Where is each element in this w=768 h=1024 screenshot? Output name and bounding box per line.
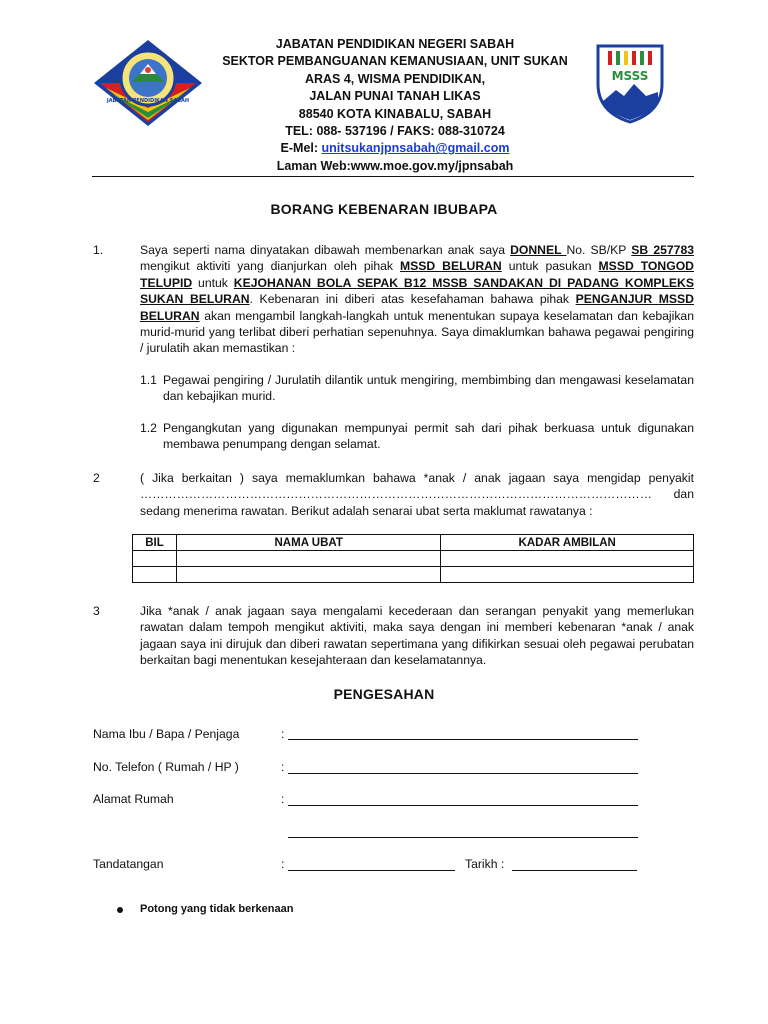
header-email-line: [200, 140, 590, 157]
date-field[interactable]: [512, 870, 637, 871]
illness-blank[interactable]: ………………………………………………………………………………………………………………: [140, 487, 652, 502]
header-line-3: ARAS 4, WISMA PENDIDIKAN,: [304, 71, 486, 86]
header-web: Laman Web:www.moe.gov.my/jpnsabah: [276, 158, 514, 173]
table-row: [133, 567, 694, 583]
header-line-4: JALAN PUNAI TANAH LIKAS: [309, 89, 481, 104]
parent-name-field[interactable]: [288, 739, 638, 740]
col-bil: BIL: [133, 535, 177, 551]
section-3-text: Jika *anak / anak jagaan saya mengalami kecederaan dan serangan penyakit yang memerlukan rawatan dalam tempoh mengikut aktiviti, maka saya dengan ini memberi kebenaran *anak / anak jagaan saya ini dirujuk dan diberi rawatan sepertimana yang difikirkan sesuai oleh pegawai perubatan berkaitan bagi menentukan kesejahteraan dan keselamatannya.: [140, 604, 694, 668]
signature-field[interactable]: [288, 870, 455, 871]
colon: :: [281, 760, 285, 774]
col-kadar-ambilan: KADAR AMBILAN: [441, 535, 694, 551]
address-label: Alamat Rumah: [93, 792, 174, 806]
host-name: PENGANJUR MSSD BELURAN: [140, 292, 694, 323]
section-1-text: Saya seperti nama dinyatakan dibawah membenarkan anak saya DONNEL No. SB/KP SB 257783 mengikut aktiviti yang dianjurkan oleh pihak MSSD BELURAN untuk pasukan MSSD TONGOD TELUPID untuk KEJOHANAN BOLA SEPAK B12 MSSB SANDAKAN DI PADANG KOMPLEKS SUKAN BELURAN. Kebenaran ini diberi atas kesefahaman bahawa pihak PENGANJUR MSSD BELURAN akan mengambil langkah-langkah untuk menentukan supaya keselamatan dan kebajikan murid-murid yang terlibat diberi perhatian sepenuhnya. Saya dimaklumkan bahawa pegawai pengiring / jurulatih akan memastikan :: [140, 243, 694, 356]
pengesahan-title: PENGESAHAN: [333, 686, 435, 702]
header-line-1: JABATAN PENDIDIKAN NEGERI SABAH: [275, 37, 515, 51]
event-name: KEJOHANAN BOLA SEPAK B12 MSSB SANDAKAN DI PADANG KOMPLEKS SUKAN BELURAN: [140, 275, 694, 307]
cell-bil[interactable]: [133, 551, 177, 567]
header-line-2: SEKTOR PEMBANGUANAN KEMANUSIAAN, UNIT SUKAN: [222, 54, 568, 69]
organizer-name: MSSD BELURAN: [399, 259, 502, 274]
cell-bil[interactable]: [133, 567, 177, 583]
colon: :: [281, 857, 285, 871]
section-1-number: 1.: [93, 243, 104, 257]
clause-1-2: 1.2 Pengangkutan yang digunakan mempunyai permit sah dari pihak berkuasa untuk digunakan membawa penumpang dengan selamat.: [140, 421, 694, 452]
section-3-number: 3: [93, 604, 100, 618]
colon: :: [281, 792, 285, 806]
address-field-line-2[interactable]: [288, 837, 638, 838]
logo-ring-text: JABATAN PENDIDIKAN SABAH: [106, 98, 190, 104]
msss-logo: [596, 44, 664, 124]
phone-field[interactable]: [288, 773, 638, 774]
team-name: MSSD TONGOD TELUPID: [140, 259, 694, 290]
colon: :: [281, 727, 285, 741]
address-field-line-1[interactable]: [288, 805, 638, 806]
clause-1-1: 1.1 Pegawai pengiring / Jurulatih dilantik untuk mengiring, membimbing dan mengawasi keselamatan dan kebajikan murid.: [140, 373, 694, 404]
date-label: Tarikh :: [465, 857, 505, 871]
student-name: DONNEL: [510, 243, 567, 257]
section-2-text: ( Jika berkaitan ) saya memaklumkan bahawa *anak / anak jagaan saya mengidap penyakit ……………………………………………………………………………………………………………… dan sedang menerima rawatan. Berikut adalah senarai ubat serta maklumat rawatanya :: [140, 471, 694, 518]
table-row: [133, 551, 694, 567]
jpn-sabah-logo: [92, 38, 204, 128]
letterhead: [200, 36, 590, 175]
medication-table: [132, 534, 694, 583]
cell-ubat[interactable]: [176, 551, 440, 567]
signature-label: Tandatangan: [93, 857, 164, 871]
header-line-6: TEL: 088- 537196 / FAKS: 088-310724: [285, 124, 505, 139]
email-label: E-Mel:: [280, 141, 322, 156]
cell-kadar[interactable]: [441, 551, 694, 567]
col-nama-ubat: NAMA UBAT: [176, 535, 440, 551]
email-link[interactable]: unitsukanjpnsabah@gmail.com: [321, 141, 510, 156]
header-divider: [92, 176, 694, 177]
header-line-5: 88540 KOTA KINABALU, SABAH: [298, 106, 492, 121]
student-id: SB 257783: [631, 243, 694, 257]
table-header-row: [133, 535, 694, 551]
msss-logo-text: MSSS: [611, 69, 649, 83]
phone-label: No. Telefon ( Rumah / HP ): [93, 760, 239, 774]
bullet-icon: [117, 907, 123, 913]
parent-name-label: Nama Ibu / Bapa / Penjaga: [93, 727, 240, 741]
form-title: BORANG KEBENARAN IBUBAPA: [270, 201, 498, 217]
cell-kadar[interactable]: [441, 567, 694, 583]
footnote: Potong yang tidak berkenaan: [140, 903, 294, 915]
section-2-number: 2: [93, 471, 100, 485]
cell-ubat[interactable]: [176, 567, 440, 583]
